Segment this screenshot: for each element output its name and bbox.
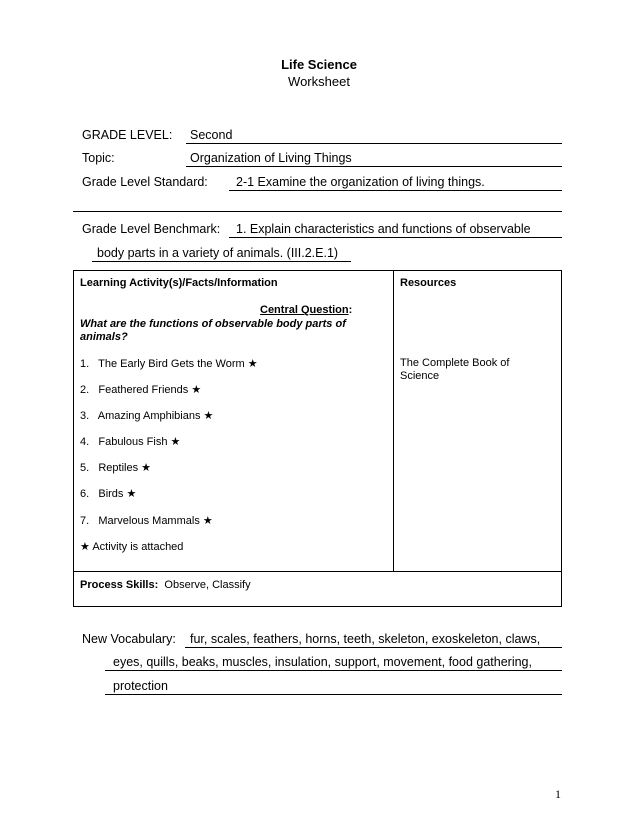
- topic-value: Organization of Living Things: [190, 151, 352, 165]
- star-icon: ★: [126, 488, 137, 500]
- topic-label: Topic:: [82, 151, 115, 165]
- resource-line2: Science: [400, 370, 440, 382]
- attached-note-text: Activity is attached: [92, 541, 184, 553]
- grade-level-value: Second: [190, 128, 233, 142]
- list-item: [80, 357, 258, 370]
- benchmark-value-line1: 1. Explain characteristics and functions of observable: [236, 222, 531, 236]
- activities-header: Learning Activity(s)/Facts/Information: [80, 277, 278, 289]
- process-skills-label: Process Skills:: [80, 579, 159, 591]
- vocabulary-label: New Vocabulary:: [82, 632, 176, 646]
- vocabulary-line1: fur, scales, feathers, horns, teeth, skeleton, exoskeleton, claws,: [190, 632, 541, 646]
- star-icon: ★: [80, 541, 90, 553]
- resources-header: Resources: [400, 277, 457, 289]
- vocabulary-underline-1: [185, 647, 562, 648]
- list-item: [80, 461, 151, 474]
- benchmark-label: Grade Level Benchmark:: [82, 222, 221, 236]
- attached-note: [80, 540, 183, 553]
- benchmark-underline-2: [92, 261, 351, 262]
- benchmark-underline-1: [229, 237, 562, 238]
- list-item: [80, 409, 213, 422]
- activity-title: Birds: [98, 488, 124, 500]
- activities-column: [74, 271, 394, 571]
- vocabulary-underline-3: [105, 694, 562, 695]
- list-item: [80, 383, 201, 396]
- list-item: [80, 514, 213, 527]
- central-question-label-text: Central Question: [260, 304, 349, 316]
- star-icon: ★: [203, 410, 214, 422]
- standard-label: Grade Level Standard:: [82, 175, 208, 189]
- activity-title: Amazing Amphibians: [97, 410, 201, 422]
- list-item: [80, 487, 136, 500]
- central-question-line1: What are the functions of observable body parts of: [80, 318, 346, 330]
- activity-title: Feathered Friends: [98, 384, 189, 396]
- activity-title: Reptiles: [98, 462, 139, 474]
- grade-level-underline: [186, 143, 562, 144]
- list-item: [80, 435, 180, 448]
- central-question-colon: :: [348, 304, 353, 316]
- process-skills-row: [74, 571, 561, 606]
- star-icon: ★: [170, 436, 181, 448]
- page-number: 1: [555, 787, 561, 801]
- activity-title: Fabulous Fish: [98, 436, 168, 448]
- activity-number: 4.: [80, 436, 90, 448]
- star-icon: ★: [247, 358, 258, 370]
- vocabulary-line2: eyes, quills, beaks, muscles, insulation, support, movement, food gathering,: [113, 655, 532, 669]
- vocabulary-line3: protection: [113, 679, 168, 693]
- activity-number: 6.: [80, 488, 90, 500]
- process-skills-value: Observe, Classify: [164, 579, 251, 591]
- benchmark-value-line2: body parts in a variety of animals. (III.2.E.1): [97, 246, 339, 260]
- activity-title: The Early Bird Gets the Worm: [98, 358, 245, 370]
- activity-number: 7.: [80, 515, 90, 527]
- resource-line1: The Complete Book of: [400, 357, 510, 369]
- page-title: Life Science: [281, 57, 357, 72]
- standard-value: 2-1 Examine the organization of living things.: [236, 175, 485, 189]
- page-subtitle: Worksheet: [288, 74, 350, 89]
- activity-number: 1.: [80, 358, 90, 370]
- topic-underline: [186, 166, 562, 167]
- resources-column: [394, 271, 561, 571]
- star-icon: ★: [202, 515, 213, 527]
- central-question-label: [260, 304, 352, 316]
- activity-title: Marvelous Mammals: [98, 515, 200, 527]
- activity-number: 2.: [80, 384, 90, 396]
- standard-underline: [229, 190, 562, 191]
- central-question-line2: animals?: [80, 331, 128, 343]
- star-icon: ★: [191, 384, 202, 396]
- activity-number: 5.: [80, 462, 90, 474]
- section-divider: [73, 211, 562, 212]
- activity-number: 3.: [80, 410, 90, 422]
- grade-level-label: GRADE LEVEL:: [82, 128, 173, 142]
- process-skills: [80, 579, 251, 591]
- star-icon: ★: [141, 462, 152, 474]
- activity-table: [73, 270, 562, 607]
- vocabulary-underline-2: [105, 670, 562, 671]
